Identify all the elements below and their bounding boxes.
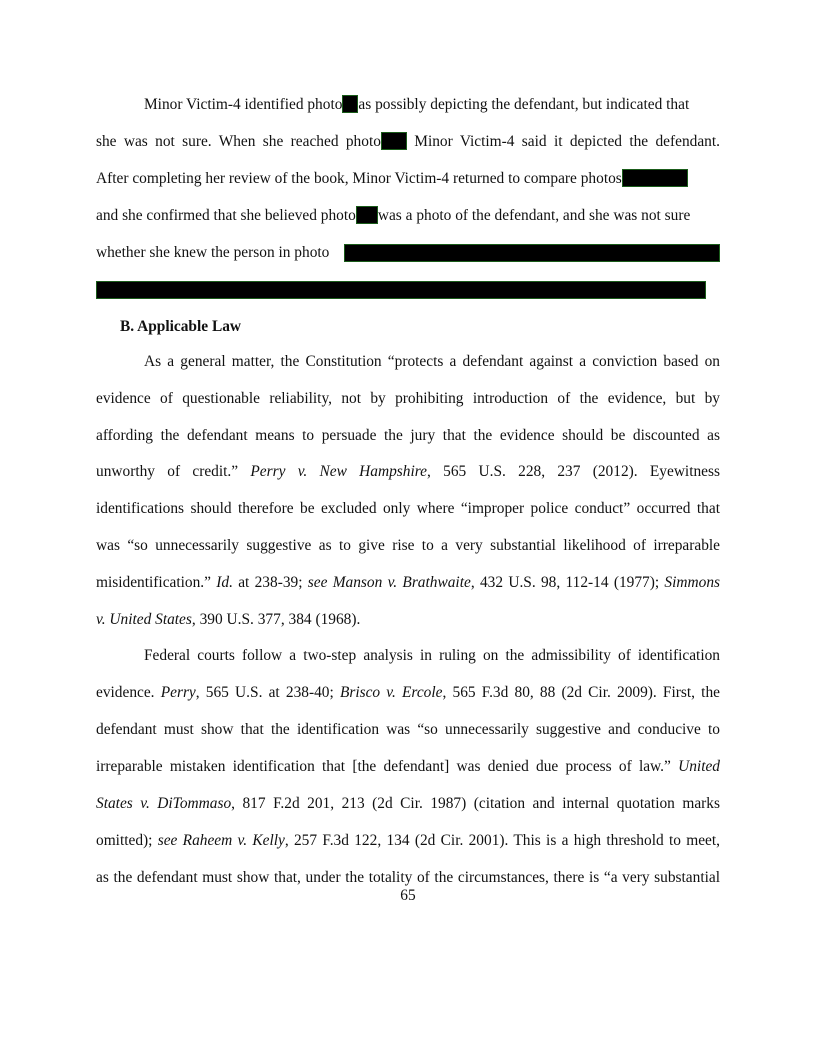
text-run: omitted); (96, 832, 158, 849)
text-run: Minor Victim-4 identified photo (144, 96, 343, 113)
case-citation: Simmons (664, 574, 721, 591)
paragraph-line (96, 683, 720, 703)
text-run: After completing her review of the book, Minor Victim-4 returned to compare photos (96, 170, 622, 187)
text-run: and she confirmed that she believed photo (96, 207, 356, 224)
paragraph-line: identifications should therefore be excluded only where “improper police conduct” occurred that (96, 500, 720, 517)
text-run: , 257 F.3d 122, 134 (2d Cir. 2001). This is a high threshold to meet, (284, 832, 720, 849)
text-run: evidence. (96, 684, 161, 701)
paragraph-line: was “so unnecessarily suggestive as to give rise to a very substantial likelihood of irreparable (96, 537, 720, 554)
redaction-block (622, 169, 688, 187)
text-run: , 432 U.S. 98, 112-14 (1977); (470, 574, 665, 591)
paragraph-line: defendant must show that the identification was “so unnecessarily suggestive and conducive to (96, 721, 720, 738)
text-run: irreparable mistaken identification that [the defendant] was denied due process of law.” (96, 758, 679, 775)
case-citation: Perry v. New Hampshire (250, 463, 427, 480)
case-citation: United (678, 758, 720, 775)
case-citation: see Manson v. Brathwaite (307, 574, 471, 591)
paragraph-line (96, 757, 720, 777)
paragraph-line (144, 95, 720, 115)
case-citation: v. United States (96, 611, 192, 628)
redaction-block (381, 132, 407, 150)
redaction-block (344, 244, 720, 262)
case-citation: States v. DiTommaso (96, 795, 232, 812)
paragraph-line (96, 462, 720, 482)
case-citation: see Raheem v. Kelly (157, 832, 285, 849)
text-run: as possibly depicting the defendant, but indicated that (358, 96, 690, 113)
text-run: she was not sure. When she reached photo (96, 133, 381, 150)
paragraph-line (96, 206, 720, 226)
text-run: , 565 U.S. at 238-40; (195, 684, 340, 701)
text-run: at 238-39; (232, 574, 308, 591)
case-citation: Id. (216, 574, 233, 591)
case-citation: Perry (160, 684, 196, 701)
text-run: , 817 F.2d 201, 213 (2d Cir. 1987) (citation and internal quotation marks (231, 795, 720, 812)
paragraph-line: as the defendant must show that, under the totality of the circumstances, there is “a very substantial (96, 869, 720, 886)
section-heading: B. Applicable Law (120, 318, 242, 335)
paragraph-line (96, 169, 720, 189)
paragraph-line: affording the defendant means to persuade the jury that the evidence should be discounted as (96, 427, 720, 444)
paragraph-line (96, 610, 720, 630)
paragraph-line: Federal courts follow a two-step analysis in ruling on the admissibility of identification (144, 647, 720, 664)
text-run: , 390 U.S. 377, 384 (1968). (191, 611, 361, 628)
case-citation: Brisco v. Ercole (339, 684, 443, 701)
paragraph-line (96, 831, 720, 851)
paragraph-line (96, 132, 720, 152)
paragraph-line: evidence of questionable reliability, not by prohibiting introduction of the evidence, but by (96, 390, 720, 407)
paragraph-line: As a general matter, the Constitution “protects a defendant against a conviction based on (144, 353, 720, 370)
paragraph-line (96, 794, 720, 814)
text-run: whether she knew the person in photo (96, 244, 330, 261)
text-run: was a photo of the defendant, and she was not sure (377, 207, 691, 224)
text-run: , 565 U.S. 228, 237 (2012). Eyewitness (427, 463, 720, 480)
text-run: misidentification.” (96, 574, 217, 591)
text-run: unworthy of credit.” (96, 463, 251, 480)
text-run: Minor Victim-4 said it depicted the defendant. (406, 133, 720, 150)
redaction-block (342, 95, 358, 113)
page-number: 65 (400, 887, 416, 904)
redaction-block (356, 206, 378, 224)
paragraph-line (96, 573, 720, 593)
redaction-block (96, 281, 706, 299)
text-run: , 565 F.3d 80, 88 (2d Cir. 2009). First, the (442, 684, 720, 701)
